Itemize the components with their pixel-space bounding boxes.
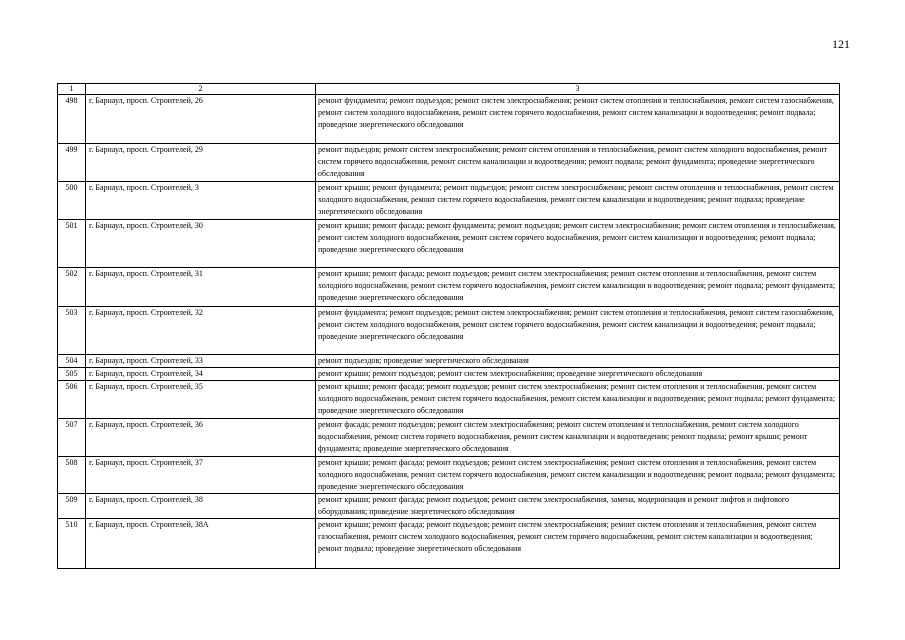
- row-number: 501: [58, 220, 86, 268]
- row-works: ремонт крыши; ремонт фасада; ремонт фундамента; ремонт подъездов; ремонт систем электроснабжения; ремонт систем отопления и теплоснабжения, ремонт систем холодного водоснабжения, ремонт систем горячего водоснабжения, ремонт систем канализации и водоотведения; ремонт подвала; проведение энергетического обследования: [316, 220, 840, 268]
- table-row: [58, 519, 840, 569]
- row-number: 505: [58, 368, 86, 381]
- row-number: 507: [58, 419, 86, 457]
- row-works: ремонт крыши; ремонт фасада; ремонт подъездов; ремонт систем электроснабжения, замена, модернизация и ремонт лифтов и лифтового оборудования; проведение энергетического обследования: [316, 494, 840, 519]
- row-works: ремонт крыши; ремонт фасада; ремонт подъездов; ремонт систем электроснабжения; ремонт систем отопления и теплоснабжения, ремонт систем холодного водоснабжения, ремонт систем горячего водоснабжения, ремонт систем канализации и водоотведения; ремонт подвала; ремонт фундамента; проведение энергетического обследования: [316, 268, 840, 307]
- row-works: ремонт крыши; ремонт фундамента; ремонт подъездов; ремонт систем электроснабжения; ремонт систем отопления и теплоснабжения, ремонт систем холодного водоснабжения, ремонт систем горячего водоснабжения, ремонт систем канализации и водоотведения; ремонт подвала; проведение энергетического обследования: [316, 182, 840, 220]
- row-works: ремонт крыши; ремонт фасада; ремонт подъездов; ремонт систем электроснабжения; ремонт систем отопления и теплоснабжения, ремонт систем газоснабжения, ремонт систем холодного водоснабжения, ремонт систем горячего водоснабжения, ремонт систем канализации и водоотведения; ремонт подвала; проведение энергетического обследования: [316, 519, 840, 569]
- table-row: [58, 494, 840, 519]
- row-works: ремонт фундамента; ремонт подъездов; ремонт систем электроснабжения; ремонт систем отопления и теплоснабжения, ремонт систем газоснабжения, ремонт систем холодного водоснабжения, ремонт систем горячего водоснабжения, ремонт систем канализации и водоотведения; ремонт подвала; проведение энергетического обследования: [316, 307, 840, 355]
- table-row: [58, 457, 840, 494]
- table-row: [58, 144, 840, 182]
- table-row: [58, 419, 840, 457]
- row-address: г. Барнаул, просп. Строителей, 31: [86, 268, 316, 307]
- row-number: 499: [58, 144, 86, 182]
- row-address: г. Барнаул, просп. Строителей, 38А: [86, 519, 316, 569]
- works-table-body: [58, 84, 840, 569]
- row-works: ремонт крыши; ремонт фасада; ремонт подъездов; ремонт систем электроснабжения; ремонт систем отопления и теплоснабжения, ремонт систем холодного водоснабжения, ремонт систем горячего водоснабжения, ремонт систем канализации и водоотведения; ремонт подвала; ремонт фундамента; проведение энергетического обследования: [316, 381, 840, 419]
- row-works: ремонт подъездов; ремонт систем электроснабжения; ремонт систем отопления и теплоснабжения, ремонт систем холодного водоснабжения, ремонт систем горячего водоснабжения, ремонт систем канализации и водоотведения; ремонт подвала; ремонт фундамента; проведение энергетического обследования: [316, 144, 840, 182]
- row-number: 498: [58, 95, 86, 144]
- table-row: [58, 307, 840, 355]
- row-address: г. Барнаул, просп. Строителей, 32: [86, 307, 316, 355]
- header-cell-works: 3: [316, 84, 840, 95]
- row-works: ремонт крыши; ремонт фасада; ремонт подъездов; ремонт систем электроснабжения; ремонт систем отопления и теплоснабжения, ремонт систем холодного водоснабжения, ремонт систем горячего водоснабжения, ремонт систем канализации и водоотведения; ремонт подвала; ремонт фундамента; проведение энергетического обследования: [316, 457, 840, 494]
- header-cell-num: 1: [58, 84, 86, 95]
- row-address: г. Барнаул, просп. Строителей, 30: [86, 220, 316, 268]
- table-row: [58, 268, 840, 307]
- row-number: 500: [58, 182, 86, 220]
- row-number: 509: [58, 494, 86, 519]
- row-address: г. Барнаул, просп. Строителей, 36: [86, 419, 316, 457]
- table-row: [58, 182, 840, 220]
- page-number: 121: [832, 37, 850, 51]
- row-address: г. Барнаул, просп. Строителей, 37: [86, 457, 316, 494]
- row-address: г. Барнаул, просп. Строителей, 3: [86, 182, 316, 220]
- table-row: [58, 355, 840, 368]
- row-address: г. Барнаул, просп. Строителей, 29: [86, 144, 316, 182]
- row-address: г. Барнаул, просп. Строителей, 34: [86, 368, 316, 381]
- row-works: ремонт фасада; ремонт подъездов; ремонт систем электроснабжения; ремонт систем отопления и теплоснабжения, ремонт систем холодного водоснабжения, ремонт систем горячего водоснабжения, ремонт систем канализации и водоотведения; ремонт подвала; ремонт крыши; ремонт фундамента; проведение энергетического обследования: [316, 419, 840, 457]
- row-works: ремонт подъездов; проведение энергетического обследования: [316, 355, 840, 368]
- row-address: г. Барнаул, просп. Строителей, 26: [86, 95, 316, 144]
- row-number: 502: [58, 268, 86, 307]
- table-row: [58, 381, 840, 419]
- row-number: 504: [58, 355, 86, 368]
- row-number: 506: [58, 381, 86, 419]
- table-row: [58, 95, 840, 144]
- row-address: г. Барнаул, просп. Строителей, 35: [86, 381, 316, 419]
- row-address: г. Барнаул, просп. Строителей, 33: [86, 355, 316, 368]
- works-table: [57, 83, 840, 569]
- table-header-row: [58, 84, 840, 95]
- table-row: [58, 368, 840, 381]
- row-number: 508: [58, 457, 86, 494]
- row-address: г. Барнаул, просп. Строителей, 38: [86, 494, 316, 519]
- header-cell-address: 2: [86, 84, 316, 95]
- row-works: ремонт фундамента; ремонт подъездов; ремонт систем электроснабжения; ремонт систем отопления и теплоснабжения, ремонт систем газоснабжения, ремонт систем холодного водоснабжения, ремонт систем горячего водоснабжения, ремонт систем канализации и водоотведения; ремонт подвала; проведение энергетического обследования: [316, 95, 840, 144]
- row-works: ремонт крыши; ремонт подъездов; ремонт систем электроснабжения; проведение энергетического обследования: [316, 368, 840, 381]
- table-row: [58, 220, 840, 268]
- row-number: 503: [58, 307, 86, 355]
- row-number: 510: [58, 519, 86, 569]
